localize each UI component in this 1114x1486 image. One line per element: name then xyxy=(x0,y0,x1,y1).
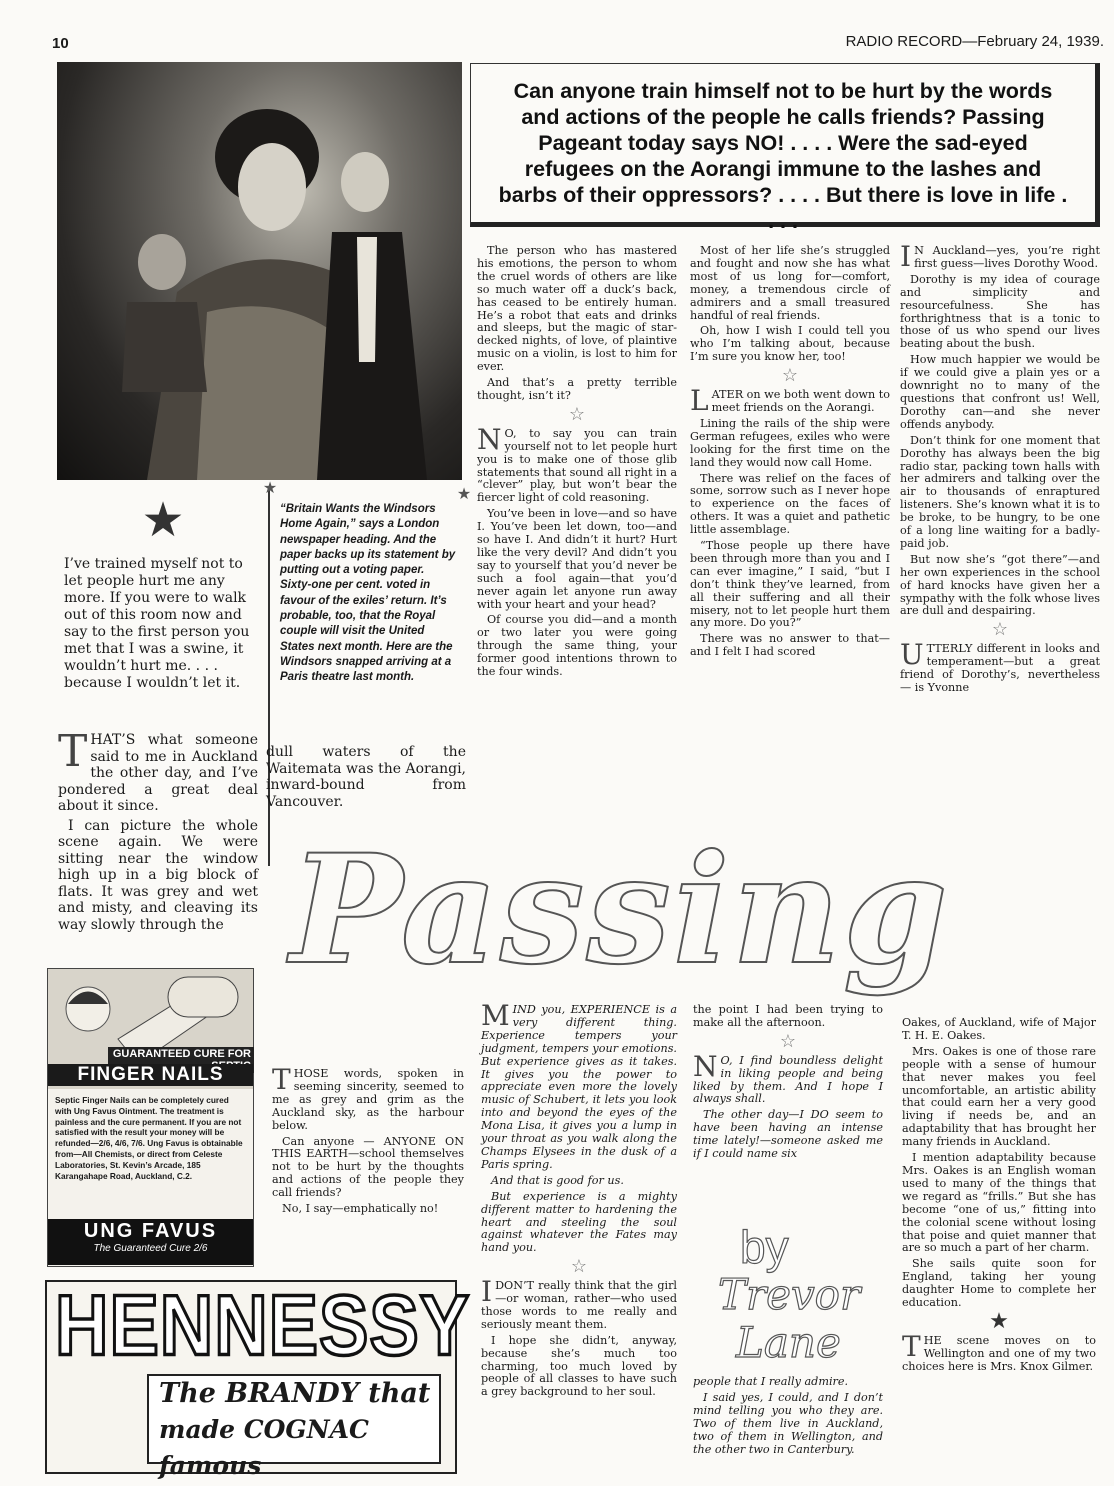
star-icon: ★ xyxy=(141,492,185,548)
byline-name-last: Lane xyxy=(736,1318,841,1367)
column-2-continuation: dull waters of the Waitemata was the Aorangi, inward-bound from Vancouver. xyxy=(266,744,466,810)
paragraph: the point I had been trying to make all the afternoon. xyxy=(693,1003,883,1029)
hennessy-ad xyxy=(45,1277,471,1480)
paragraph: O, to say you can train yourself not to let people hurt you is to make one of those glib statements that sound all right in a “clever” play, but won’t bear the fiercer light of cold reasoning. xyxy=(477,426,678,505)
paragraph: The person who has mastered his emotions, the person to whom the cruel words of others are like so much water off a duck’s back, has ceased to be entirely human. He’s a robot that eats and drinks and sleeps, but the magic of star-decked nights, of love, of plaintive music on a violin, is lost to him for ever. xyxy=(477,244,677,374)
paragraph: How much happier we would be if we could give a plain yes or a downright no to many of the questions that confront us! Well, Dorothy can—and she never offends anybody. xyxy=(900,353,1100,431)
paragraph: N Auckland—yes, you’re right first guess—lives Dorothy Wood. xyxy=(914,244,1100,270)
paragraph: There was relief on the faces of some, sorrow such as I never hope to experience on the faces of others. It was a quiet and pathetic little assemblage. xyxy=(690,471,890,537)
drop-cap: L xyxy=(690,384,709,418)
paragraph: I said yes, I could, and I don’t mind telling you who they are. Two of them live in Auckland, two of them in Wellington, and the other two in Canterbury. xyxy=(693,1390,883,1456)
septic-finger-nails-ad xyxy=(47,968,254,1267)
slogan-line-2: made COGNAC famous xyxy=(159,1415,369,1480)
headline-box xyxy=(470,63,1100,233)
drop-cap: M xyxy=(481,999,510,1032)
sidebar-text: “Britain Wants the Windsors Home Again,” says a London newspaper heading. And the paper backs up its statement by putting out a voting paper. Sixty-one per cent. voted in favour of the exiles’ return. It’s probable, too, that the Royal couple will visit the United States next month. Here are the Windsors snapped arriving at a Paris theatre last month. xyxy=(280,503,456,684)
star-icon: ☆ xyxy=(568,403,586,425)
paragraph: The other day—I DO seem to have been having an intense time lately!—someone asked me if I could name six xyxy=(693,1108,883,1161)
drop-cap: U xyxy=(900,638,924,672)
paragraph: Lining the rails of the ship were German refugees, exiles who were looking for the first time on the land they would now call Home. xyxy=(690,416,890,469)
ung-favus-brand xyxy=(48,1219,253,1265)
paragraph: Oh, how I wish I could tell you who I’m talking about, because I’m sure you know her, too! xyxy=(690,324,890,364)
lower-column-2 xyxy=(272,1063,464,1219)
byline xyxy=(700,1220,880,1370)
drop-cap: I xyxy=(481,1275,493,1309)
paragraph: DON’T really think that the girl—or woman, rather—who used those words to me really and seriously meant them. xyxy=(481,1279,677,1331)
paragraph: Dorothy is my idea of courage and simplicity and resourcefulness. She has forthrightness that is a tonic to those of us who spend our lives beating about the bush. xyxy=(900,272,1100,351)
brand-name: UNG FAVUS xyxy=(83,1220,218,1242)
drop-cap: N xyxy=(693,1049,718,1083)
pull-quote: I’ve trained myself not to let people hurt me any more. If you were to walk out of this room now and say to the first person you met that I was a swine, it wouldn’t hurt me. . . . because I wouldn’t let it. xyxy=(64,556,250,691)
paragraph: There was no answer to that—and I felt I had scored xyxy=(690,632,890,659)
star-icon: ☆ xyxy=(779,1030,797,1052)
column-4 xyxy=(690,245,890,662)
paragraph: But now she’s “got there”—and her own experiences in the school of hard knocks have given her a sympathy with the folk whose lives are dull and despairing. xyxy=(900,552,1100,618)
column-5 xyxy=(900,240,1100,698)
paragraph: Most of her life she’s struggled and fought and now she has what most of us long for—comfort, money, a tremendous circle of admirers and a small treasured handful of real friends. xyxy=(690,244,890,322)
star-icon: ☆ xyxy=(781,365,799,387)
lower-column-4-continued xyxy=(693,1376,883,1459)
byline-by: by xyxy=(740,1221,789,1273)
paragraph: HE scene moves on to Wellington and one of my two choices here is Mrs. Knox Gilmer. xyxy=(902,1333,1096,1373)
slogan-line-1: The BRANDY that xyxy=(159,1378,431,1409)
drop-cap: N xyxy=(477,422,502,456)
paragraph: people that I really admire. xyxy=(693,1375,849,1388)
paragraph: Of course you did—and a month or two later you were going through the same thing, your former good intentions thrown to the four winds. xyxy=(477,613,677,679)
brand-tagline: The Guaranteed Cure 2/6 xyxy=(93,1243,208,1254)
photo-figures xyxy=(57,62,462,480)
paragraph: No, I say—emphatically no! xyxy=(282,1202,439,1216)
star-icon: ★ xyxy=(989,1308,1009,1334)
paragraph: “Those people up there have been through more than you and I can ever imagine,” I said, “but I don’t think they’ve learned, from all their suffering and all their misery, not to let people hurt them any more. Do you?” xyxy=(690,539,890,630)
page-number: 10 xyxy=(52,35,69,52)
publication-title: RADIO RECORD—February 24, 1939. xyxy=(845,33,1104,50)
drop-cap: T xyxy=(902,1329,921,1363)
star-icon: ★ xyxy=(262,478,278,497)
hennessy-brand: HENNESSY xyxy=(55,1277,471,1374)
paragraph: I mention adaptability because Mrs. Oakes is an English woman used to many of the things that we regard as “frills.” But she has become “one of us,” fitting into the colonial scene without losing that poise and quiet manner that are so much a part of her charm. xyxy=(902,1151,1096,1255)
paragraph: Don’t think for one moment that Dorothy has always been the big radio star, packing town halls with her admirers and talking over the air to thousands of enraptured listeners. She’s known what it is to be broke, to be hungry, to be one of a long line waiting for a badly-paid job. xyxy=(900,433,1100,550)
paragraph: TTERLY different in looks and temperament—but a great friend of Dorothy’s, nevertheless — is Yvonne xyxy=(900,642,1100,694)
lower-column-4 xyxy=(693,1004,883,1164)
star-icon: ☆ xyxy=(570,1256,588,1278)
paragraph: IND you, EXPERIENCE is a very different thing. Experience tempers your judgment, tempers your emotions. But experience gives as it takes. It gives you the power to appreciate even more the lovely music of Schubert, it lets you look into and beyond the eyes of the Mona Lisa, it gives you a lump in your throat as you walk along the Champs Elysees in the dusk of a Paris spring. xyxy=(481,1003,677,1171)
paragraph: HOSE words, spoken in seeming sincerity, seemed to me as grey and grim as the Auckland sky, as the harbour below. xyxy=(272,1067,464,1132)
ad-banner-2: FINGER NAILS xyxy=(48,1064,253,1086)
paragraph: She sails quite soon for England, taking her young daughter Home to complete her education. xyxy=(902,1257,1096,1310)
paragraph: O, I find boundless delight in liking people and being liked by them. And I hope I always shall. xyxy=(693,1053,883,1106)
paragraph: I can picture the whole scene again. We were sitting near the window high up in a big block of flats. It was grey and wet and misty, and cleaving its way slowly through the xyxy=(58,817,258,933)
headline: Can anyone train himself not to be hurt by the words and actions of the people he calls friends? Passing Pageant today says NO! . . . . Were the sad-eyed refugees on the Aorangi immune to the lashes and barbs of their oppressors? . . . . But there is love in life . . . . xyxy=(498,79,1068,233)
lower-column-5 xyxy=(902,1017,1096,1377)
paragraph: And that is good for us. xyxy=(491,1173,624,1187)
star-icon: ☆ xyxy=(991,619,1009,641)
paragraph: And that’s a pretty terrible thought, isn’t it? xyxy=(477,376,677,402)
drop-cap: T xyxy=(58,726,88,777)
drop-cap: I xyxy=(900,240,912,273)
paragraph: You’ve been in love—and so have I. You’ve been let down, too—and so have I. And didn’t it hurt? Hurt like the very devil? And didn’t you say to yourself that you’d never be such a fool again—that you’d never again let anyone run away with your heart and your head? xyxy=(477,507,677,611)
paragraph: HAT’S what someone said to me in Auckland the other day, and I’ve pondered a great deal about it since. xyxy=(58,732,258,814)
ad-body: Septic Finger Nails can be completely cured with Ung Favus Ointment. The treatment is painless and the cure permanent. If you are not satisfied with the result your money will be refunded—2/6, 4/6, 7/6. Ung Favus is obtainable from—All Chemists, or direct from Celeste Laboratories, St. Kevin’s Arcade, 185 Karangahape Road, Auckland, C.2. xyxy=(55,1095,243,1181)
paragraph: Can anyone — ANYONE ON THIS EARTH—school themselves not to be hurt by the thoughts and actions of the people they call friends? xyxy=(272,1134,464,1200)
paragraph: I hope she didn’t, anyway, because she’s much too charming, too much loved by people of all classes to have such a grey background to her soul. xyxy=(481,1333,677,1399)
paragraph: But experience is a mighty different matter to hardening the heart and steeling the soul against whatever the Fates may hand you. xyxy=(481,1189,677,1255)
hennessy-slogan-box xyxy=(147,1374,441,1480)
passing-title-art: Passing xyxy=(290,822,950,998)
paragraph: Oakes, of Auckland, wife of Major T. H. E. Oakes. xyxy=(902,1016,1096,1042)
ad-banner-1: GUARANTEED CURE FOR xyxy=(108,1047,254,1073)
lower-column-3 xyxy=(481,999,677,1402)
drop-cap: T xyxy=(272,1063,291,1096)
windsors-photo xyxy=(57,62,462,480)
byline-name-first: Trevor xyxy=(718,1270,861,1319)
paragraph: ATER on we both went down to meet friends on the Aorangi. xyxy=(711,388,890,414)
paragraph: Mrs. Oakes is one of those rare people with a sense of humour that never makes you feel uncomfortable, an artistic ability that could earn her a very good living if needs be, and an adaptability that has brought her many friends in Auckland. xyxy=(902,1044,1096,1149)
star-icon: ★ xyxy=(456,484,472,503)
column-3 xyxy=(477,245,677,682)
column-1 xyxy=(58,726,258,936)
